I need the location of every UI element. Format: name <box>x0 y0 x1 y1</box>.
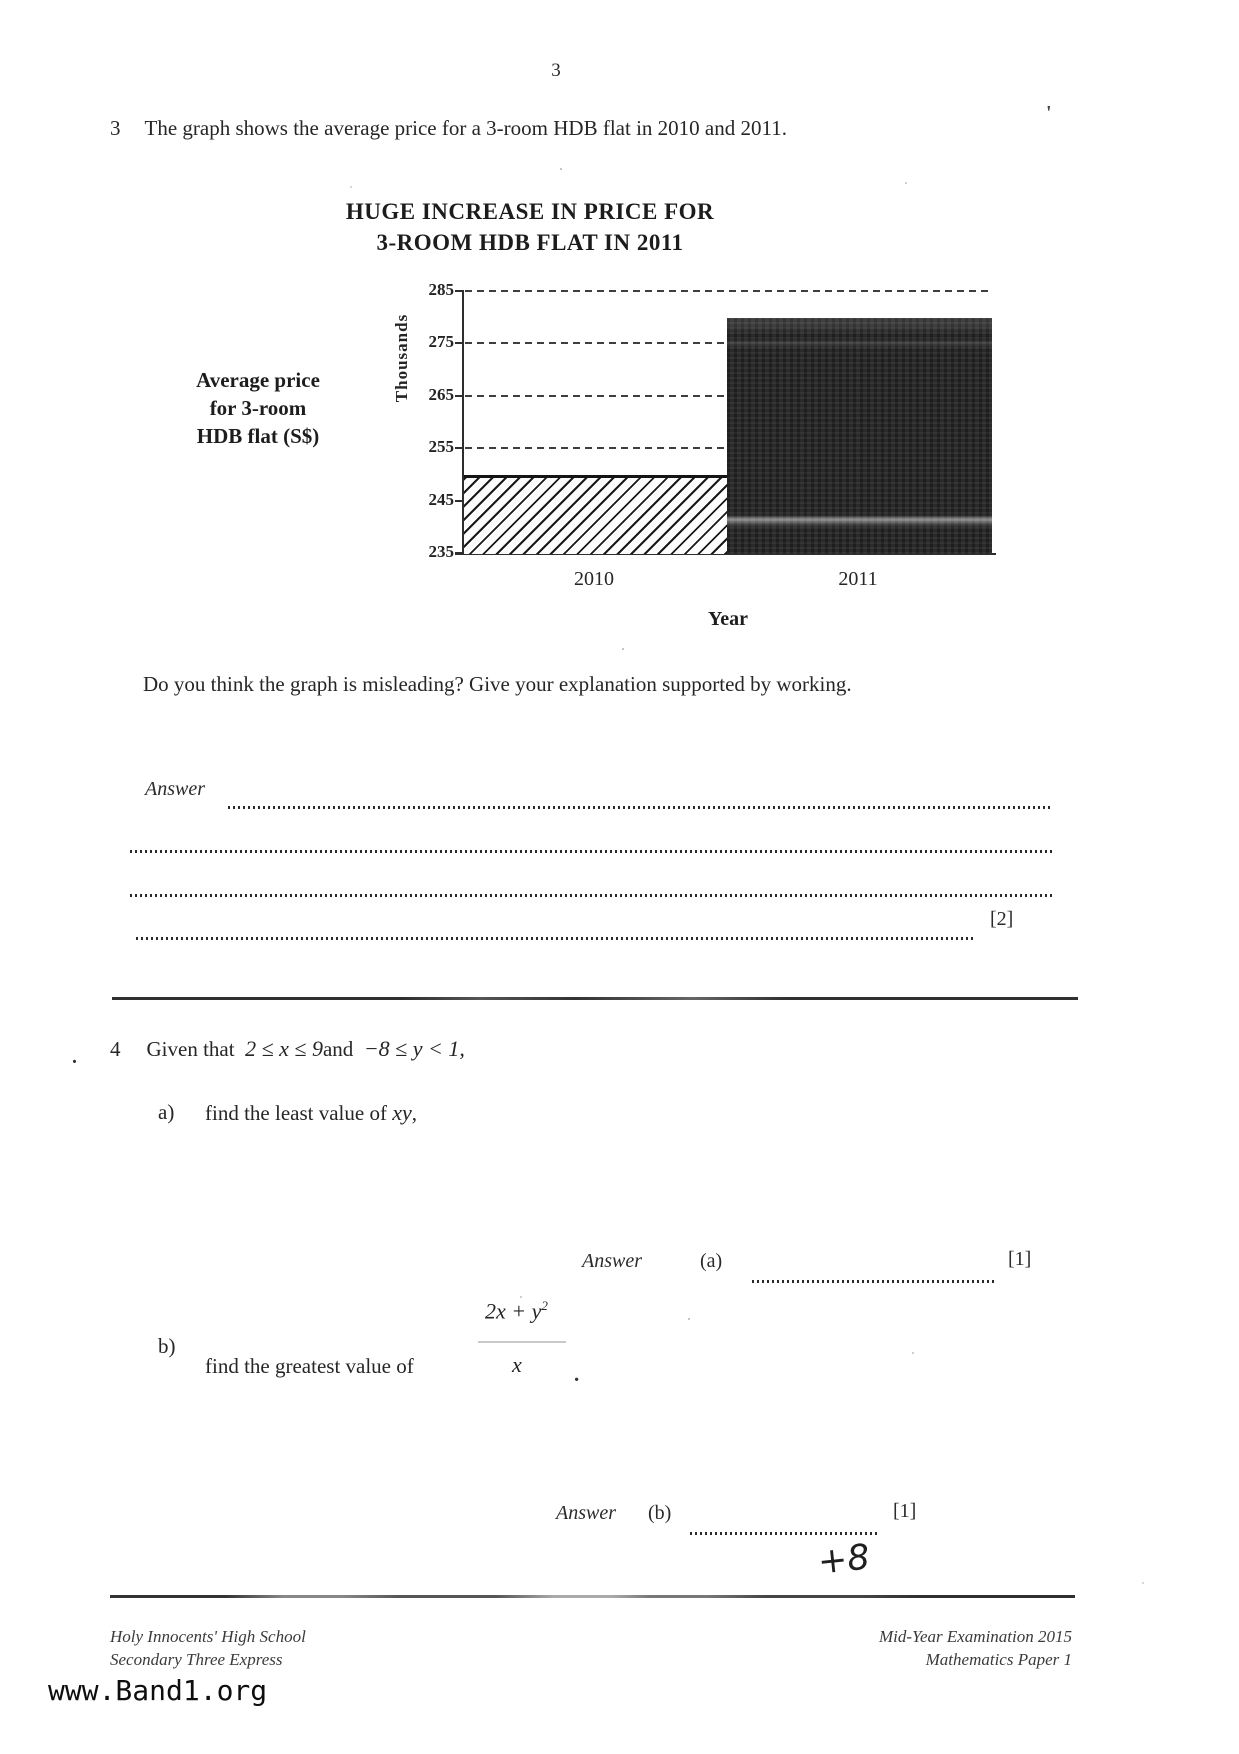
answer-a-sublabel: (a) <box>700 1250 723 1272</box>
x-tick-label-2011: 2011 <box>838 568 878 590</box>
y-axis-title <box>168 366 348 450</box>
y-tick-mark-235 <box>455 552 462 554</box>
y-axis-title-line1: Average price <box>196 368 320 392</box>
handwritten-annotation: +8 <box>816 1537 872 1583</box>
footer-school <box>110 1625 306 1671</box>
thousands-unit-label: Thousands <box>392 313 411 403</box>
answer-label-b: Answer <box>556 1502 616 1524</box>
gridline-255 <box>465 447 727 449</box>
chart-title <box>330 196 730 258</box>
plot-area <box>428 280 994 561</box>
question3-intro <box>110 116 787 141</box>
y-tick-mark-265 <box>455 395 462 397</box>
y-axis-title-line3: HDB flat (S$) <box>196 424 320 448</box>
y-tick-label-235: 235 <box>428 542 454 561</box>
question3-number: 3 <box>110 116 121 140</box>
marks-b: [1] <box>893 1500 917 1522</box>
y-axis-title-line2: for 3-room <box>209 396 307 420</box>
scan-artifact-quote: ' <box>1046 102 1052 124</box>
y-tick-label-285: 285 <box>428 280 454 299</box>
gridline-275 <box>465 342 727 344</box>
part-b-label: b) <box>158 1334 176 1358</box>
answer-line-3 <box>130 894 1052 897</box>
y-tick-mark-245 <box>455 500 462 502</box>
answer-a-line <box>752 1280 995 1283</box>
chart-title-line1: HUGE INCREASE IN PRICE FOR <box>345 199 715 224</box>
y-tick-label-265: 265 <box>428 384 454 404</box>
question3-prompt: Do you think the graph is misleading? Give your explanation supported by working. <box>143 672 852 696</box>
answer-b-sublabel: (b) <box>648 1502 672 1524</box>
footer-divider <box>110 1595 1075 1598</box>
footer-school-line2: Secondary Three Express <box>110 1650 283 1669</box>
part-a-math-xy: xy <box>392 1100 412 1125</box>
gridline-285 <box>465 290 990 292</box>
answer-label-a: Answer <box>582 1250 642 1272</box>
question3-intro-text: The graph shows the average price for a 3-room HDB flat in 2010 and 2011. <box>144 116 787 140</box>
numerator-base: 2x + y <box>485 1298 542 1324</box>
scan-noise <box>560 168 562 170</box>
question4-number: 4 <box>110 1037 121 1061</box>
fraction-numerator <box>485 1298 548 1324</box>
part-a-text <box>205 1100 417 1126</box>
chart-title-line2: 3-ROOM HDB FLAT IN 2011 <box>376 230 684 255</box>
part-b-text: find the greatest value of <box>205 1354 414 1378</box>
bar-2010-hatched <box>464 475 727 554</box>
part-a-text-after: , <box>411 1101 417 1125</box>
answer-line-4 <box>136 937 975 940</box>
answer-line-1 <box>228 806 1052 809</box>
footer-exam-line2: Mathematics Paper 1 <box>925 1650 1072 1669</box>
y-tick-mark-255 <box>455 447 462 449</box>
part-b-period: . <box>574 1362 580 1386</box>
y-tick-mark-285 <box>455 290 462 292</box>
scan-artifact-period: . <box>72 1046 77 1068</box>
fraction-denominator: x <box>512 1352 522 1377</box>
y-tick-label-255: 255 <box>428 437 454 457</box>
question4-given-text: Given that <box>146 1037 235 1061</box>
y-tick-label-245: 245 <box>428 489 454 509</box>
bar-2011-solid <box>727 318 992 554</box>
and-word: and <box>322 1037 354 1061</box>
footer-exam <box>879 1625 1072 1671</box>
inequality-x: 2 ≤ x ≤ 9 <box>245 1036 323 1061</box>
part-a-text-before: find the least value of <box>205 1101 393 1125</box>
answer-label-q3: Answer <box>145 778 205 800</box>
fraction-bar <box>478 1341 566 1343</box>
x-tick-label-2010: 2010 <box>574 568 614 590</box>
y-tick-label-275: 275 <box>428 332 454 352</box>
x-axis-title: Year <box>708 608 748 630</box>
watermark-url: www.Band1.org <box>48 1674 268 1707</box>
page-number: 3 <box>551 60 561 81</box>
inequality-y: −8 ≤ y < 1, <box>363 1036 465 1061</box>
footer-exam-line1: Mid-Year Examination 2015 <box>879 1627 1072 1646</box>
part-a-label: a) <box>158 1100 175 1124</box>
gridline-265 <box>465 395 727 397</box>
question4-header <box>110 1036 465 1062</box>
footer-school-line1: Holy Innocents' High School <box>110 1627 306 1646</box>
answer-line-2 <box>130 850 1052 853</box>
section-divider <box>112 997 1078 1000</box>
marks-q3: [2] <box>990 908 1014 930</box>
y-tick-mark-275 <box>455 342 462 344</box>
marks-a: [1] <box>1008 1248 1032 1270</box>
answer-b-line <box>690 1532 880 1535</box>
numerator-exponent: 2 <box>541 1298 548 1313</box>
